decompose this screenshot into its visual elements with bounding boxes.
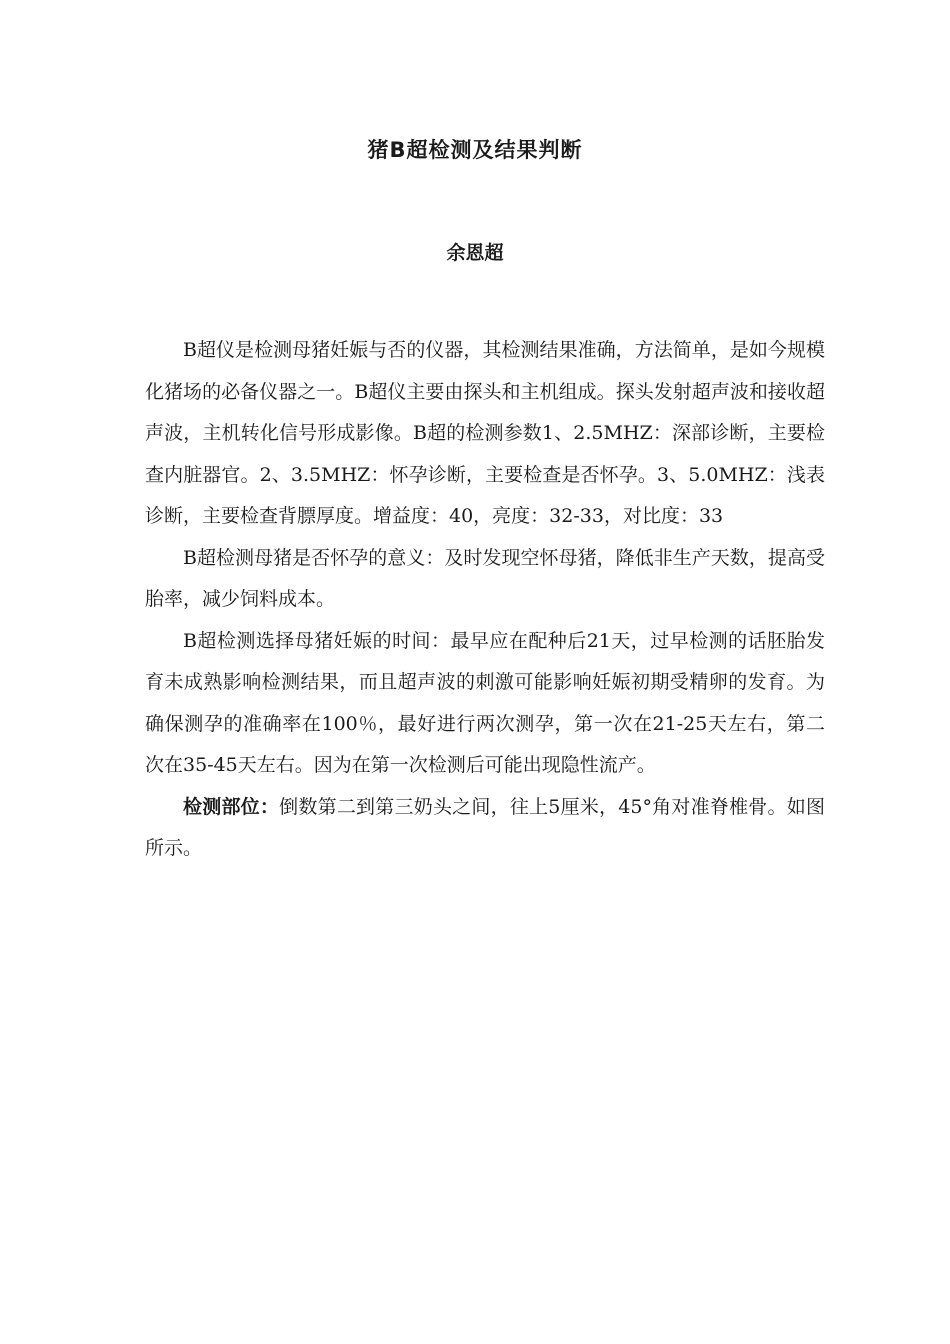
paragraph-position-text: 倒数第二到第三奶头之间，往上5厘米，45°角对准脊椎骨。如图所示。 xyxy=(145,795,825,859)
paragraph-intro: B超仪是检测母猪妊娠与否的仪器，其检测结果准确，方法简单，是如今规模化猪场的必备仪器之一。B超仪主要由探头和主机组成。探头发射超声波和接收超声波，主机转化信号形成影像。B超的检测参数1、2.5MHZ：深部诊断，主要检查内脏器官。2、3.5MHZ：怀孕诊断，主要检查是否怀孕。3、5.0MHZ：浅表诊断，主要检查背膘厚度。增益度：40，亮度：32-33，对比度：33 xyxy=(145,339,825,527)
paragraph-position-lead: 检测部位： xyxy=(183,795,280,818)
paragraph-timing: B超检测选择母猪妊娠的时间：最早应在配种后21天，过早检测的话胚胎发育未成熟影响检测结果，而且超声波的刺激可能影响妊娠初期受精卵的发育。为确保测孕的准确率在100％，最好进行两次测孕，第一次在21-25天左右，第二次在35-45天左右。因为在第一次检测后可能出现隐性流产。 xyxy=(145,629,825,776)
paragraph-position xyxy=(145,787,825,870)
paragraph-significance: B超检测母猪是否怀孕的意义：及时发现空怀母猪，降低非生产天数，提高受胎率，减少饲料成本。 xyxy=(145,546,825,610)
document-author: 余恩超 xyxy=(446,242,504,264)
document-body xyxy=(145,330,825,870)
document-title: 猪B超检测及结果判断 xyxy=(367,138,583,162)
